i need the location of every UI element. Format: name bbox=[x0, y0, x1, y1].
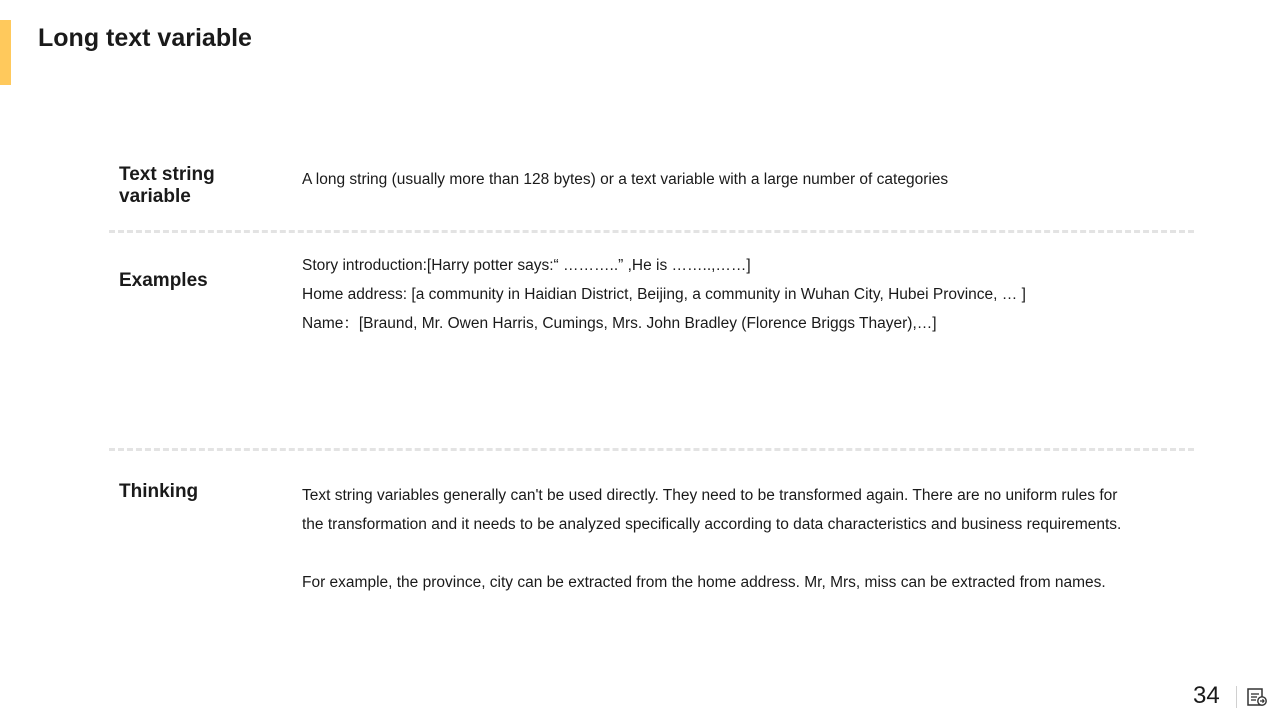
definition-label-line1: Text string bbox=[119, 164, 215, 185]
example-line-address: Home address: [a community in Haidian District, Beijing, a community in Wuhan City, Hubei Province, … ] bbox=[302, 286, 1026, 303]
example-line-name: Name：[Braund, Mr. Owen Harris, Cumings, Mrs. John Bradley (Florence Briggs Thayer),…] bbox=[302, 315, 937, 332]
definition-text: A long string (usually more than 128 bytes) or a text variable with a large number of categories bbox=[302, 171, 949, 188]
definition-label-line2: variable bbox=[119, 186, 191, 207]
thinking-line-1: Text string variables generally can't be used directly. They need to be transformed again. There are no uniform rules for bbox=[302, 487, 1118, 504]
thinking-line-3: For example, the province, city can be extracted from the home address. Mr, Mrs, miss can be extracted from names. bbox=[302, 574, 1106, 591]
page-number-separator bbox=[1236, 686, 1237, 708]
examples-text bbox=[302, 251, 1026, 338]
page-number: 34 bbox=[1193, 682, 1220, 709]
thinking-spacer bbox=[302, 539, 1121, 568]
definition-label bbox=[119, 164, 279, 208]
title-accent-bar bbox=[0, 20, 11, 85]
slide-list-icon[interactable] bbox=[1246, 686, 1268, 708]
thinking-text bbox=[302, 481, 1121, 597]
examples-label: Examples bbox=[119, 270, 208, 291]
slide-title: Long text variable bbox=[38, 24, 252, 52]
thinking-line-2: the transformation and it needs to be analyzed specifically according to data characteristics and business requirements. bbox=[302, 516, 1122, 533]
example-line-story: Story introduction:[Harry potter says:“ ………..” ,He is ……..,……] bbox=[302, 257, 751, 274]
divider-2 bbox=[109, 448, 1194, 451]
divider-1 bbox=[109, 230, 1194, 233]
thinking-label: Thinking bbox=[119, 481, 199, 502]
